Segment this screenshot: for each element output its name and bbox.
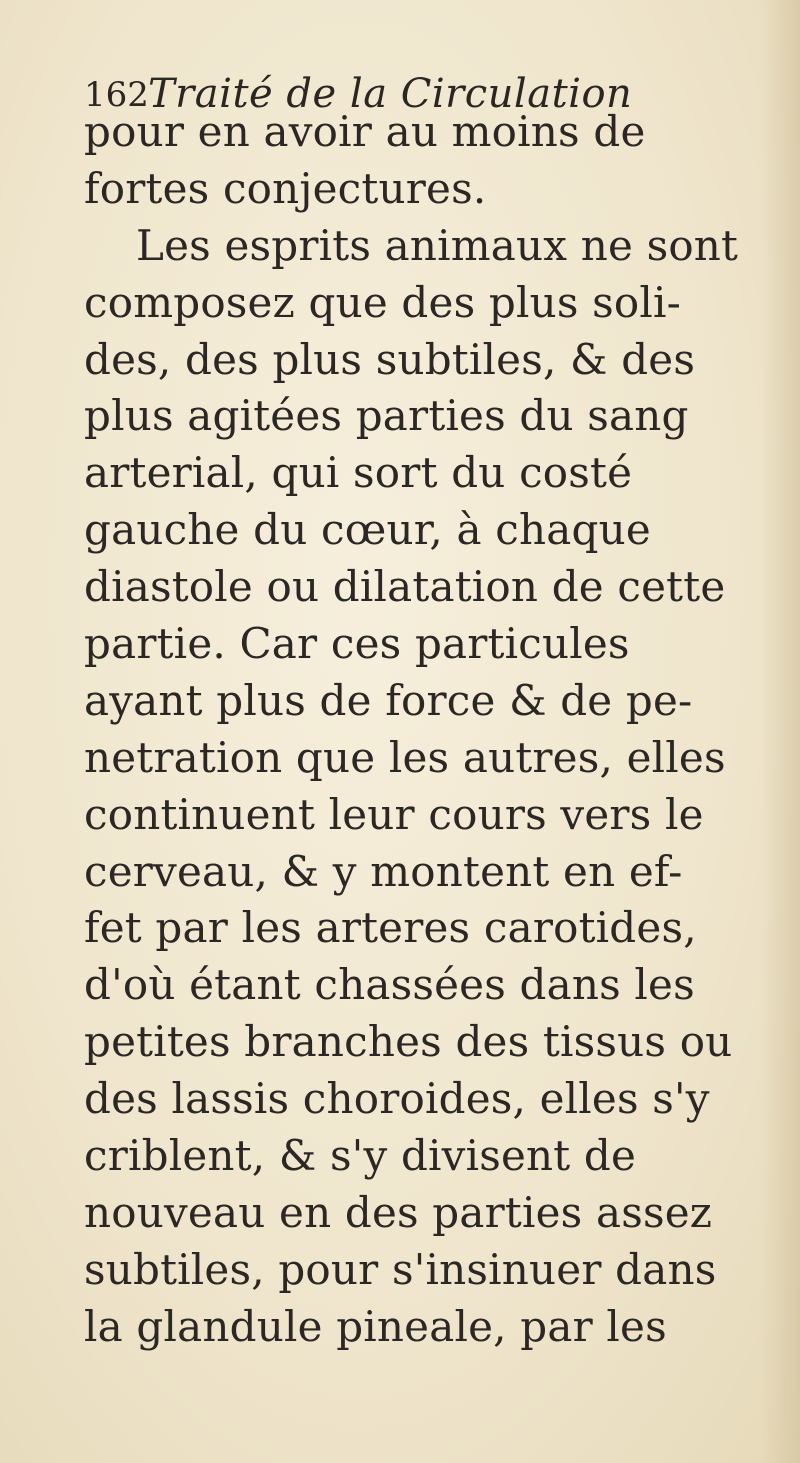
text-line: composez que des plus soli-	[84, 277, 682, 327]
text-line: partie. Car ces particules	[84, 619, 630, 669]
text-line: continuent leur cours vers le	[84, 789, 704, 839]
text-line: nouveau en des parties assez	[84, 1187, 713, 1237]
running-title: Traité de la Circulation	[148, 71, 633, 117]
text-line: plus agitées parties du sang	[84, 391, 689, 441]
text-line: criblent, & s'y divisent de	[84, 1131, 637, 1181]
text-line: diastole ou dilatation de cette	[84, 562, 726, 612]
text-line: cerveau, & y montent en ef-	[84, 846, 683, 896]
body-text	[84, 104, 784, 1356]
text-line: netration que les autres, elles	[84, 732, 726, 782]
text-line: fortes conjectures.	[84, 163, 487, 213]
text-line: pour en avoir au moins de	[84, 107, 646, 156]
text-line: d'où étant chassées dans les	[84, 960, 695, 1010]
text-line: des, des plus subtiles, & des	[84, 334, 696, 384]
text-line: subtiles, pour s'insinuer dans	[84, 1244, 717, 1294]
text-line: la glandule pineale, par les	[84, 1301, 667, 1351]
page-number: 162	[84, 75, 149, 115]
text-line: ayant plus de force & de pe-	[84, 675, 693, 725]
text-line: arterial, qui sort du costé	[84, 448, 633, 498]
text-line: Les esprits animaux ne sont	[136, 220, 739, 270]
text-line: des lassis choroides, elles s'y	[84, 1074, 710, 1124]
text-line: gauche du cœur, à chaque	[84, 505, 651, 555]
text-line: fet par les arteres carotides,	[84, 903, 697, 953]
text-line: petites branches des tissus ou	[84, 1017, 733, 1067]
